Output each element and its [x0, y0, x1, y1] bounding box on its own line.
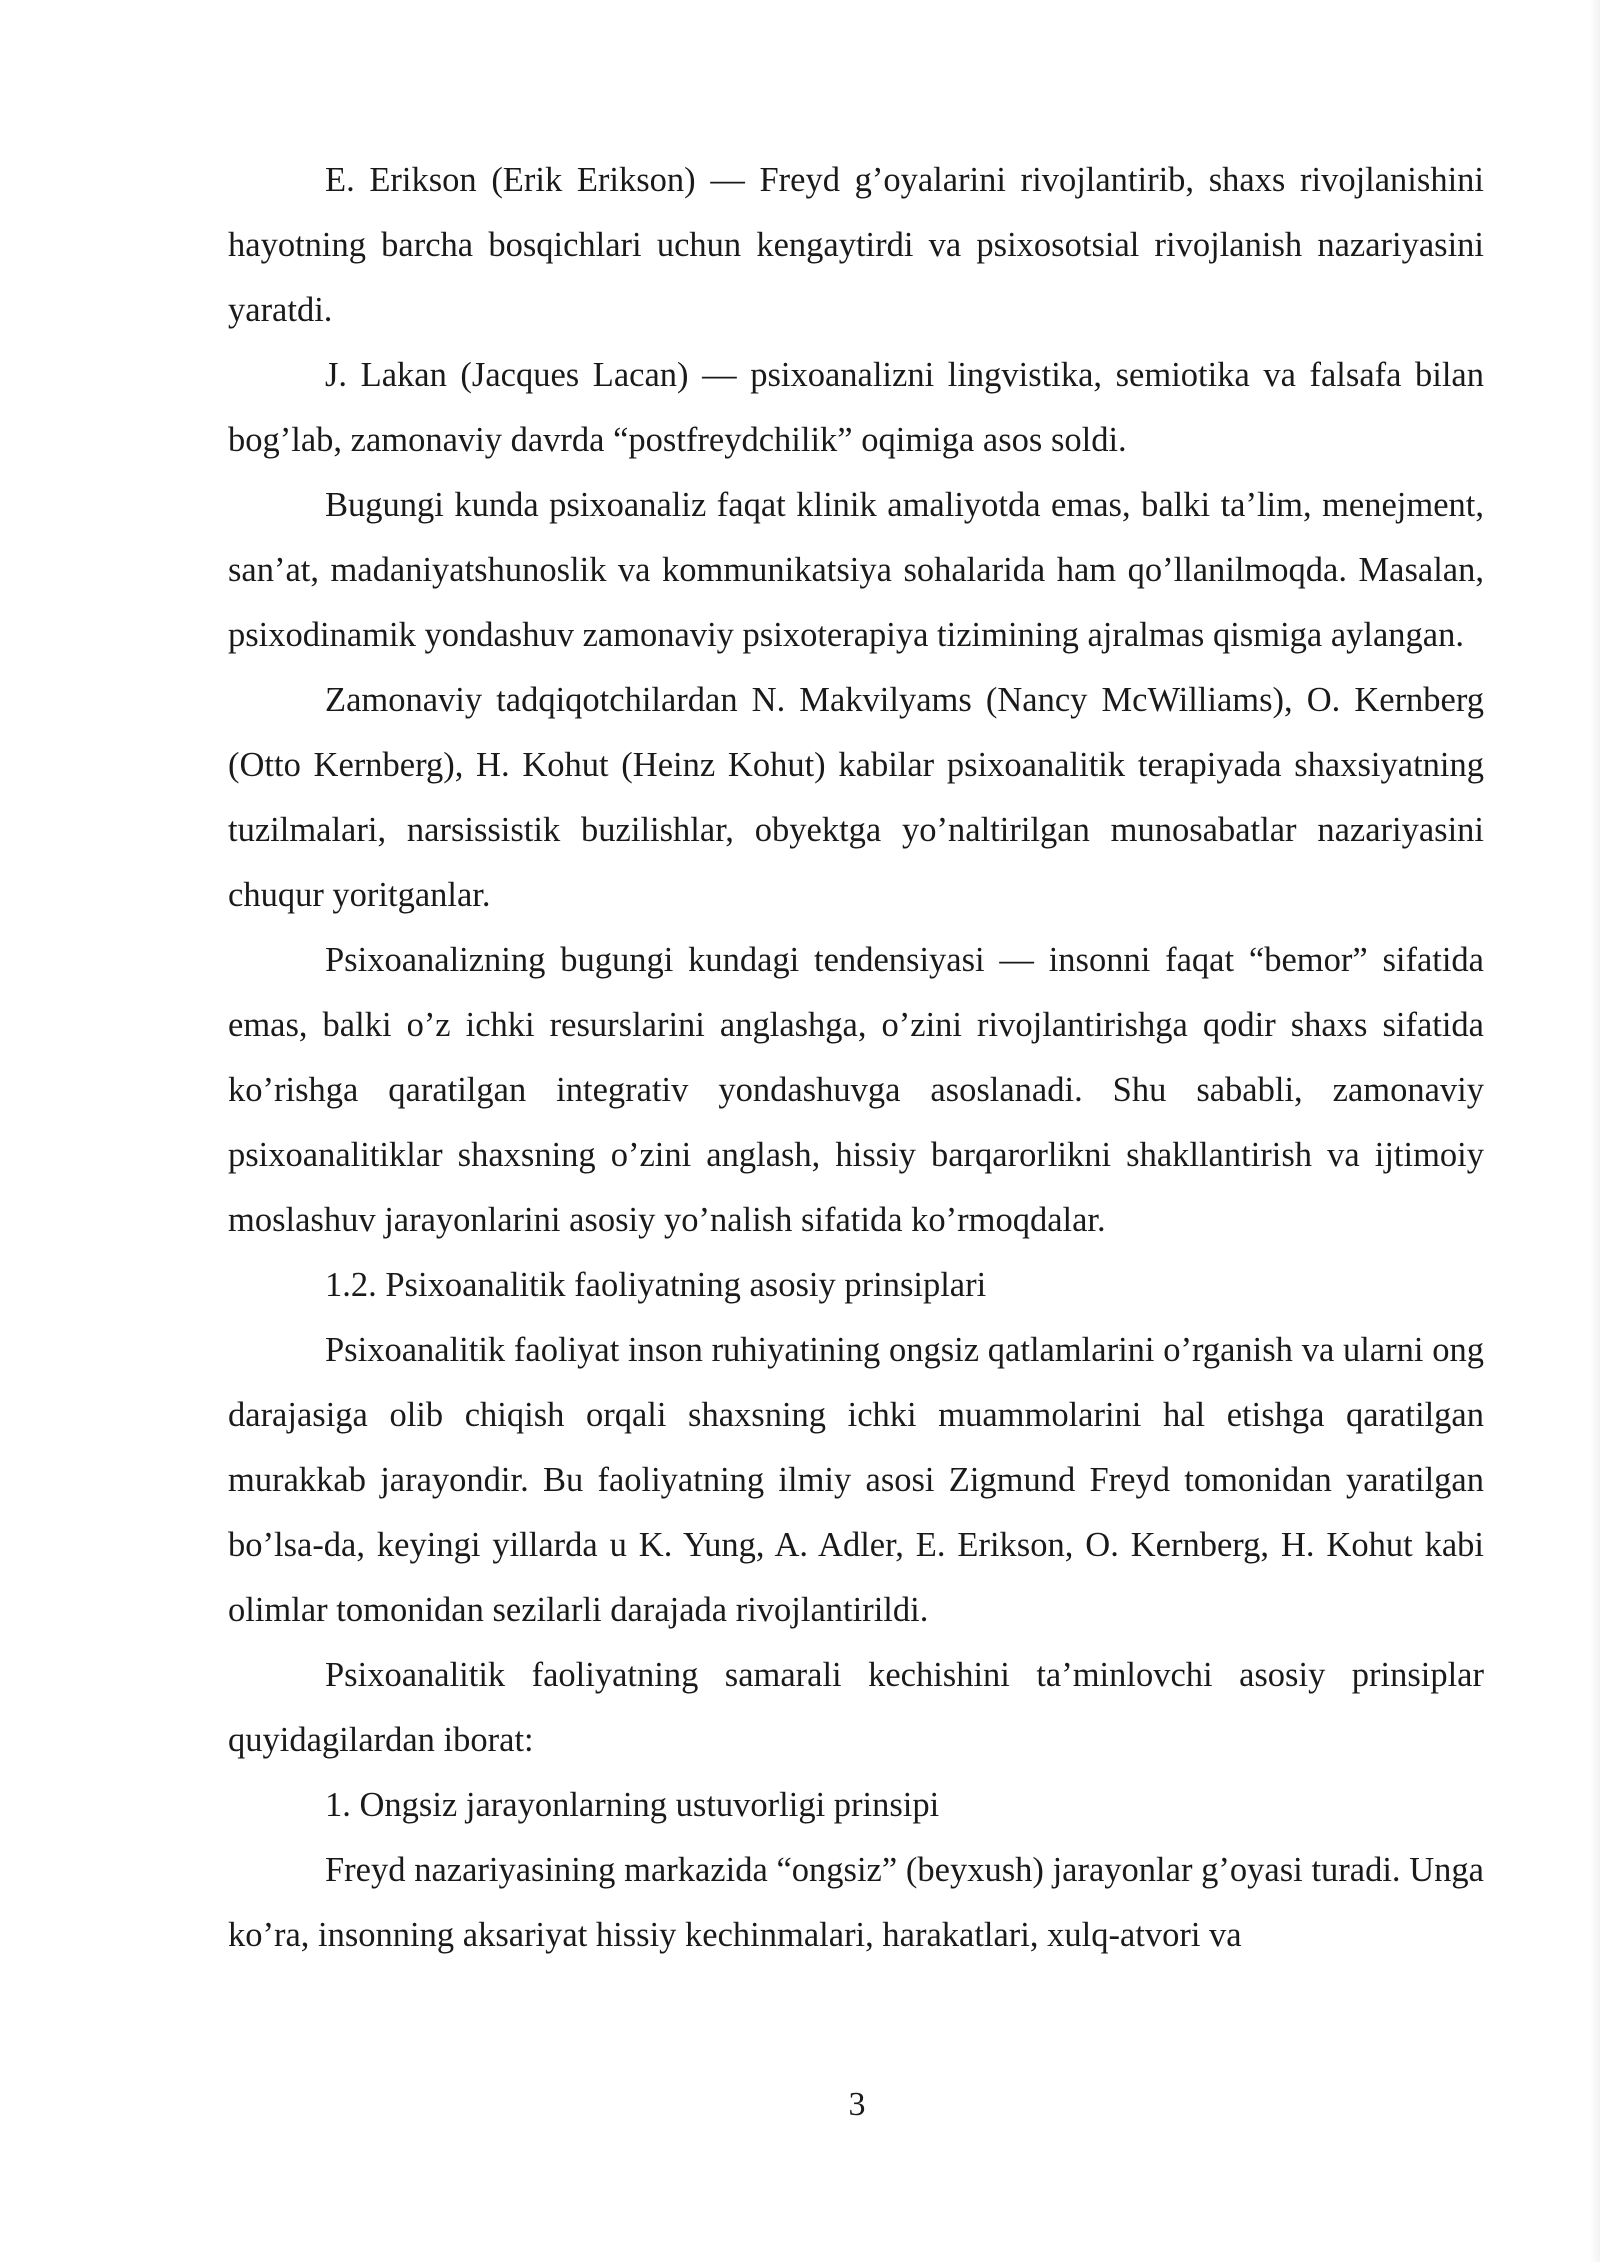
paragraph-freud-unconscious: Freyd nazariyasining markazida “ongsiz” (beyxush) jarayonlar g’oyasi turadi. Unga ko’ra, insonning aksariyat hissiy kechinmalari, harakatlari, xulq-atvori va [228, 1851, 1484, 1954]
paragraph-modern-researchers: Zamonaviy tadqiqotchilardan N. Makvilyams (Nancy McWilliams), O. Kernberg (Otto Kernberg), H. Kohut (Heinz Kohut) kabilar psixoanalitik terapiyada shaxsiyatning tuzilmalari, narsissistik buzilishlar, obyektga yo’naltirilgan munosabatlar nazariyasini chuqur yoritganlar. [228, 681, 1484, 914]
principle-heading: 1. Ongsiz jarayonlarning ustuvorligi prinsipi [325, 1786, 940, 1824]
page-number: 3 [848, 2086, 866, 2123]
paragraph-current-tendency: Psixoanalizning bugungi kundagi tendensiyasi — insonni faqat “bemor” sifatida emas, balki o’z ichki resurslarini anglashga, o’zini rivojlantirishga qodir shaxs sifatida ko’rishga qaratilgan integrativ yondashuvga asoslanadi. Shu sababli, zamonaviy psixoanalitiklar shaxsning o’zini anglash, hissiy barqarorlikni shakllantirish va ijtimoiy moslashuv jarayonlarini asosiy yo’nalish sifatida ko’rmoqdalar. [228, 941, 1484, 1239]
paragraph-psychoanalytic-activity: Psixoanalitik faoliyat inson ruhiyatining ongsiz qatlamlarini o’rganish va ularni ong darajasiga olib chiqish orqali shaxsning ichki muammolarini hal etishga qaratilgan murakkab jarayondir. Bu faoliyatning ilmiy asosi Zigmund Freyd tomonidan yaratilgan bo’lsa-da, keyingi yillarda u K. Yung, A. Adler, E. Erikson, O. Kernberg, H. Kohut kabi olimlar tomonidan sezilarli darajada rivojlantirildi. [228, 1331, 1484, 1629]
paragraph-lakan: J. Lakan (Jacques Lacan) — psixoanalizni lingvistika, semiotika va falsafa bilan bog’lab, zamonaviy davrda “postfreydchilik” oqimiga asos soldi. [228, 356, 1484, 459]
paragraph-erikson: E. Erikson (Erik Erikson) — Freyd g’oyalarini rivojlantirib, shaxs rivojlanishini hayotning barcha bosqichlari uchun kengaytirdi va psixosotsial rivojlanish nazariyasini yaratdi. [228, 161, 1484, 329]
paragraph-principles-intro: Psixoanalitik faoliyatning samarali kechishini ta’minlovchi asosiy prinsiplar quyidagilardan iborat: [228, 1656, 1484, 1759]
paragraph-modern-usage: Bugungi kunda psixoanaliz faqat klinik amaliyotda emas, balki ta’lim, menejment, san’at, madaniyatshunoslik va kommunikatsiya sohalarida ham qo’llanilmoqda. Masalan, psixodinamik yondashuv zamonaviy psixoterapiya tizimining ajralmas qismiga aylangan. [228, 486, 1484, 654]
page-edge-shadow [1590, 0, 1600, 2262]
document-page [228, 148, 1484, 1968]
section-heading: 1.2. Psixoanalitik faoliyatning asosiy prinsiplari [325, 1266, 987, 1304]
